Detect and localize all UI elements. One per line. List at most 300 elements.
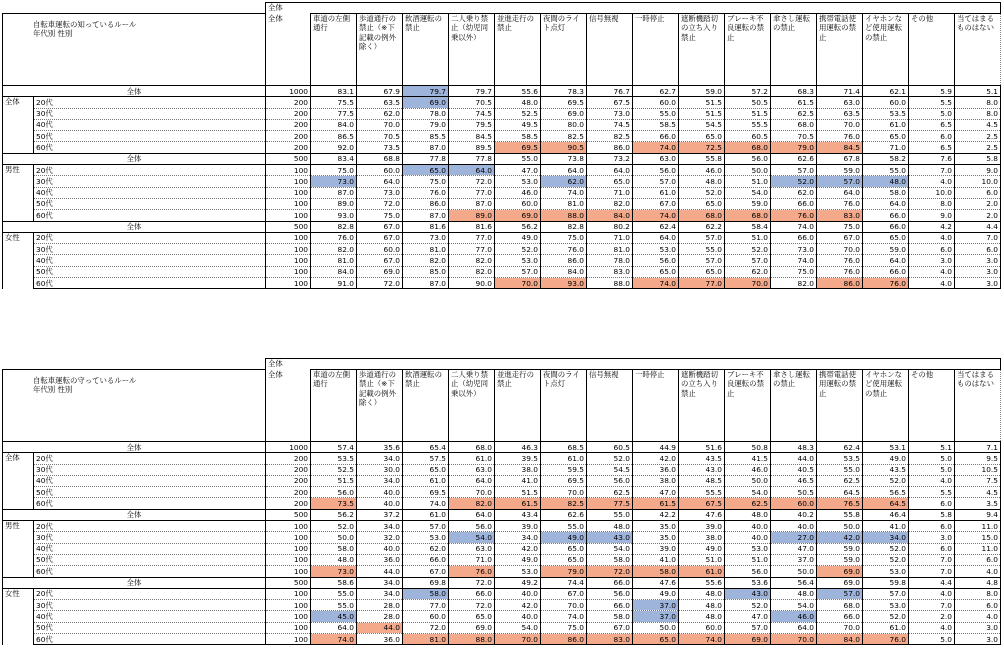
table-cell: 30.0	[357, 464, 403, 475]
table-cell: 6.0	[955, 187, 1001, 198]
table-cell: 62.0	[725, 266, 771, 277]
table-cell: 77.8	[449, 153, 495, 164]
table-cell: 91.0	[311, 278, 357, 289]
column-header: 夜間のライト点灯	[541, 14, 587, 86]
table-cell: 57.0	[725, 255, 771, 266]
table-cell: 60.0	[357, 165, 403, 176]
table-cell: 34.0	[863, 532, 909, 543]
table-cell: 52.5	[495, 108, 541, 119]
column-header: 車道の左側通行	[311, 14, 357, 86]
table-cell: 85.5	[403, 131, 449, 142]
table-cell: 65.0	[541, 543, 587, 554]
table-cell: 64.5	[863, 498, 909, 509]
group-label: 女性	[3, 588, 34, 644]
table-cell: 500	[266, 577, 311, 588]
table-cell: 50.0	[725, 165, 771, 176]
table-cell: 72.0	[449, 600, 495, 611]
table-cell: 47.6	[679, 509, 725, 520]
table-row	[3, 266, 1001, 277]
table-cell: 57.0	[863, 588, 909, 599]
row-label: 30代	[34, 244, 266, 255]
table-cell: 49.0	[633, 588, 679, 599]
table-cell: 3.0	[955, 622, 1001, 633]
table-cell: 69.8	[403, 577, 449, 588]
table-cell: 4.0	[909, 176, 955, 187]
table-cell: 65.0	[449, 611, 495, 622]
table-cell: 73.5	[311, 498, 357, 509]
table-cell: 62.4	[633, 221, 679, 232]
table-cell: 53.0	[633, 244, 679, 255]
table-cell: 55.0	[863, 165, 909, 176]
table-cell: 72.0	[357, 278, 403, 289]
table-cell: 55.8	[679, 153, 725, 164]
table-cell: 66.0	[633, 131, 679, 142]
table-cell: 55.6	[679, 577, 725, 588]
row-label: 40代	[34, 255, 266, 266]
table-cell: 65.0	[587, 176, 633, 187]
table-cell: 70.0	[495, 634, 541, 645]
table-cell: 73.0	[311, 176, 357, 187]
table-cell: 8.0	[955, 588, 1001, 599]
table-cell: 55.0	[311, 588, 357, 599]
table-cell: 78.0	[587, 255, 633, 266]
table-cell: 52.0	[725, 244, 771, 255]
row-label: 40代	[34, 543, 266, 554]
table-cell: 65.4	[403, 442, 449, 453]
table-cell: 2.0	[909, 611, 955, 622]
table-cell: 53.0	[863, 600, 909, 611]
table-title: 自転車運転の守っているルール	[33, 376, 137, 385]
table-cell: 66.0	[587, 577, 633, 588]
group-total-row	[3, 153, 1001, 164]
table-cell: 68.0	[679, 210, 725, 221]
column-header: 飲酒運転の禁止	[403, 14, 449, 86]
table-cell: 45.0	[311, 611, 357, 622]
table-cell: 49.0	[495, 554, 541, 565]
table-cell: 61.0	[541, 453, 587, 464]
row-label: 20代	[34, 165, 266, 176]
row-label: 40代	[34, 119, 266, 130]
table-cell: 53.0	[403, 532, 449, 543]
table-cell: 74.0	[771, 255, 817, 266]
table-cell: 55.5	[679, 487, 725, 498]
table-cell: 58.0	[587, 554, 633, 565]
table-cell: 3.0	[955, 255, 1001, 266]
table-cell: 44.0	[357, 622, 403, 633]
table-cell: 56.0	[311, 487, 357, 498]
table-cell: 3.0	[955, 278, 1001, 289]
table-cell: 75.0	[403, 176, 449, 187]
table-cell: 200	[266, 131, 311, 142]
row-label: 30代	[34, 532, 266, 543]
table-cell: 5.8	[955, 153, 1001, 164]
table-cell: 52.0	[863, 475, 909, 486]
table-cell: 74.0	[633, 142, 679, 153]
table-cell: 69.0	[403, 97, 449, 108]
group-total-row	[3, 221, 1001, 232]
table-cell: 86.0	[403, 198, 449, 209]
table-cell: 51.5	[679, 97, 725, 108]
table-cell: 6.0	[909, 543, 955, 554]
table-cell: 69.0	[357, 266, 403, 277]
table-cell: 90.0	[449, 278, 495, 289]
table-cell: 40.0	[495, 588, 541, 599]
header-spacer	[3, 359, 266, 370]
table-cell: 6.0	[909, 131, 955, 142]
table-cell: 74.0	[633, 210, 679, 221]
table-cell: 86.0	[541, 255, 587, 266]
table-cell: 6.0	[909, 498, 955, 509]
table-cell: 41.0	[633, 554, 679, 565]
table-cell: 10.0	[955, 176, 1001, 187]
table-cell: 100	[266, 244, 311, 255]
table-cell: 70.0	[357, 119, 403, 130]
table-cell: 48.0	[311, 554, 357, 565]
table-cell: 100	[266, 600, 311, 611]
table-known-rules	[2, 2, 1001, 289]
table-cell: 10.0	[909, 187, 955, 198]
table-cell: 51.0	[679, 554, 725, 565]
table-cell: 34.0	[357, 588, 403, 599]
table-cell: 71.0	[449, 554, 495, 565]
table-cell: 5.1	[909, 442, 955, 453]
table-cell: 61.0	[863, 622, 909, 633]
table-cell: 67.5	[679, 498, 725, 509]
table-cell: 67.9	[357, 86, 403, 97]
table-cell: 200	[266, 475, 311, 486]
group-total-row	[3, 577, 1001, 588]
table-cell: 100	[266, 634, 311, 645]
table-cell: 67.0	[587, 622, 633, 633]
table-cell: 65.0	[541, 554, 587, 565]
table-cell: 100	[266, 588, 311, 599]
table-cell: 60.0	[633, 97, 679, 108]
row-label: 50代	[34, 554, 266, 565]
table-cell: 77.0	[449, 232, 495, 243]
table-cell: 9.4	[955, 509, 1001, 520]
table-cell: 90.5	[541, 142, 587, 153]
table-cell: 34.0	[357, 453, 403, 464]
table-cell: 35.6	[357, 442, 403, 453]
table-cell: 86.5	[311, 131, 357, 142]
table-cell: 67.0	[541, 588, 587, 599]
table-cell: 83.0	[587, 634, 633, 645]
table-cell: 100	[266, 622, 311, 633]
table-cell: 88.0	[541, 210, 587, 221]
table-cell: 70.0	[449, 487, 495, 498]
table-cell: 48.0	[587, 521, 633, 532]
table-cell: 82.0	[771, 278, 817, 289]
table-cell: 57.4	[311, 442, 357, 453]
table-cell: 83.1	[311, 86, 357, 97]
table-cell: 74.0	[541, 187, 587, 198]
table-cell: 54.0	[725, 487, 771, 498]
table-cell: 69.0	[817, 566, 863, 577]
table-cell: 68.0	[771, 119, 817, 130]
table-row	[3, 532, 1001, 543]
table-cell: 63.5	[817, 108, 863, 119]
table-cell: 53.5	[863, 108, 909, 119]
table-cell: 47.0	[771, 543, 817, 554]
column-header: イヤホンなど使用運転の禁止	[863, 14, 909, 86]
table-cell: 74.5	[587, 119, 633, 130]
table-cell: 63.0	[449, 543, 495, 554]
table-cell: 74.0	[771, 221, 817, 232]
table-cell: 5.0	[909, 634, 955, 645]
table-cell: 84.0	[311, 119, 357, 130]
table-cell: 88.0	[449, 634, 495, 645]
table-cell: 57.2	[725, 86, 771, 97]
table-cell: 62.7	[633, 86, 679, 97]
table-cell: 32.0	[357, 532, 403, 543]
table-cell: 67.8	[817, 153, 863, 164]
table-row	[3, 566, 1001, 577]
table-cell: 37.2	[357, 509, 403, 520]
table-row	[3, 554, 1001, 565]
table-cell: 4.0	[909, 232, 955, 243]
table-cell: 37.0	[633, 611, 679, 622]
table-cell: 54.5	[679, 119, 725, 130]
table-cell: 52.5	[311, 464, 357, 475]
table-cell: 10.5	[955, 464, 1001, 475]
table-cell: 41.5	[725, 453, 771, 464]
table-cell: 70.0	[541, 600, 587, 611]
table-cell: 46.5	[771, 475, 817, 486]
table-cell: 100	[266, 187, 311, 198]
table-cell: 74.0	[403, 498, 449, 509]
table-cell: 81.0	[403, 244, 449, 255]
table-cell: 9.0	[955, 165, 1001, 176]
table-cell: 64.0	[633, 232, 679, 243]
table-cell: 36.0	[357, 554, 403, 565]
table-cell: 500	[266, 221, 311, 232]
row-label: 30代	[34, 176, 266, 187]
table-cell: 49.0	[679, 543, 725, 554]
table-cell: 80.0	[541, 119, 587, 130]
table-cell: 70.5	[449, 97, 495, 108]
table-cell: 83.0	[817, 210, 863, 221]
table-cell: 76.0	[817, 255, 863, 266]
table-cell: 7.5	[955, 475, 1001, 486]
table-cell: 59.0	[863, 244, 909, 255]
table-cell: 1000	[266, 442, 311, 453]
table-cell: 51.5	[725, 108, 771, 119]
table-cell: 58.0	[587, 611, 633, 622]
table-cell: 53.0	[725, 543, 771, 554]
table-cell: 76.7	[587, 86, 633, 97]
header-top-label: 全体	[266, 359, 1001, 370]
table-cell: 4.0	[909, 475, 955, 486]
row-label: 50代	[34, 487, 266, 498]
table-cell: 77.0	[679, 278, 725, 289]
table-cell: 41.0	[863, 521, 909, 532]
table-cell: 66.0	[587, 600, 633, 611]
row-label: 60代	[34, 278, 266, 289]
table-row	[3, 521, 1001, 532]
table-cell: 43.4	[495, 509, 541, 520]
table-cell: 63.0	[449, 464, 495, 475]
table-cell: 60.0	[679, 622, 725, 633]
table-cell: 72.0	[449, 577, 495, 588]
table-cell: 70.0	[771, 634, 817, 645]
row-label: 30代	[34, 464, 266, 475]
table-cell: 66.0	[403, 554, 449, 565]
table-cell: 62.0	[403, 543, 449, 554]
table-cell: 53.0	[495, 566, 541, 577]
table-cell: 58.0	[633, 566, 679, 577]
table-cell: 59.0	[679, 86, 725, 97]
column-header: 並進走行の禁止	[495, 370, 541, 442]
table-cell: 58.5	[495, 131, 541, 142]
table-cell: 65.0	[633, 634, 679, 645]
table-cell: 51.0	[725, 554, 771, 565]
table-cell: 84.0	[541, 266, 587, 277]
table-cell: 53.0	[495, 176, 541, 187]
table-cell: 52.0	[725, 600, 771, 611]
table-cell: 42.0	[633, 453, 679, 464]
table-cell: 73.8	[541, 153, 587, 164]
table-cell: 6.0	[909, 244, 955, 255]
table-cell: 4.0	[909, 278, 955, 289]
table-cell: 39.0	[679, 521, 725, 532]
column-header: 信号無視	[587, 370, 633, 442]
table-cell: 65.0	[679, 198, 725, 209]
table-cell: 64.0	[817, 187, 863, 198]
table-cell: 73.0	[403, 232, 449, 243]
table-cell: 57.0	[817, 588, 863, 599]
table-cell: 62.1	[863, 86, 909, 97]
group-total-row	[3, 86, 1001, 97]
table-cell: 76.0	[863, 278, 909, 289]
row-label: 30代	[34, 108, 266, 119]
table-cell: 50.0	[725, 475, 771, 486]
table-cell: 51.0	[725, 176, 771, 187]
table-cell: 3.0	[909, 532, 955, 543]
table-cell: 49.2	[495, 577, 541, 588]
table-cell: 56.5	[863, 487, 909, 498]
table-row	[3, 498, 1001, 509]
group-label: 男性	[3, 165, 34, 221]
table-subtitle: 年代別 性別	[33, 29, 73, 39]
table-cell: 65.0	[403, 464, 449, 475]
table-cell: 86.0	[587, 142, 633, 153]
table-cell: 59.8	[863, 577, 909, 588]
table-cell: 70.0	[817, 622, 863, 633]
table-cell: 53.0	[863, 566, 909, 577]
table-cell: 93.0	[541, 278, 587, 289]
table-cell: 4.8	[955, 577, 1001, 588]
table-cell: 84.5	[817, 142, 863, 153]
table-cell: 4.4	[909, 577, 955, 588]
row-label: 40代	[34, 611, 266, 622]
table-cell: 69.0	[449, 622, 495, 633]
table-row	[3, 543, 1001, 554]
table-cell: 100	[266, 198, 311, 209]
total-label: 全体	[3, 221, 266, 232]
table-cell: 82.8	[541, 221, 587, 232]
table-cell: 200	[266, 97, 311, 108]
column-header: 全体	[266, 14, 311, 86]
table-cell: 8.0	[955, 97, 1001, 108]
column-header: 当てはまるものはない	[955, 370, 1001, 442]
table-cell: 44.9	[633, 442, 679, 453]
table-cell: 54.0	[587, 543, 633, 554]
table-cell: 55.0	[311, 600, 357, 611]
table-cell: 65.0	[863, 232, 909, 243]
table-cell: 51.5	[495, 487, 541, 498]
table-row	[3, 464, 1001, 475]
table-subtitle: 年代別 性別	[33, 385, 73, 395]
table-cell: 34.0	[357, 475, 403, 486]
table-row	[3, 97, 1001, 108]
table-cell: 57.0	[633, 176, 679, 187]
table-cell: 100	[266, 176, 311, 187]
table-cell: 75.0	[817, 221, 863, 232]
table-cell: 66.0	[771, 198, 817, 209]
table-cell: 2.5	[955, 142, 1001, 153]
table-row	[3, 176, 1001, 187]
table-cell: 69.0	[817, 577, 863, 588]
table-cell: 80.2	[587, 221, 633, 232]
table-row	[3, 588, 1001, 599]
table-cell: 55.6	[495, 86, 541, 97]
table-cell: 4.2	[909, 221, 955, 232]
table-cell: 34.0	[357, 521, 403, 532]
table-cell: 56.0	[725, 153, 771, 164]
table-cell: 3.0	[909, 255, 955, 266]
table-cell: 67.5	[587, 97, 633, 108]
table-cell: 9.0	[909, 210, 955, 221]
table-cell: 85.0	[403, 266, 449, 277]
table-cell: 62.0	[357, 108, 403, 119]
table-cell: 15.0	[955, 532, 1001, 543]
table-cell: 51.5	[679, 108, 725, 119]
table-cell: 500	[266, 153, 311, 164]
table-cell: 84.0	[817, 634, 863, 645]
table-cell: 48.0	[725, 509, 771, 520]
row-label: 50代	[34, 266, 266, 277]
table-cell: 47.6	[633, 577, 679, 588]
table-cell: 40.2	[771, 509, 817, 520]
table-cell: 74.5	[449, 108, 495, 119]
column-header: 信号無視	[587, 14, 633, 86]
table-cell: 61.0	[863, 119, 909, 130]
table-cell: 200	[266, 119, 311, 130]
table-cell: 46.0	[679, 165, 725, 176]
column-header: 二人乗り禁止（幼児同乗以外）	[449, 370, 495, 442]
table-cell: 6.0	[955, 244, 1001, 255]
table-cell: 61.0	[633, 187, 679, 198]
table-cell: 68.0	[725, 142, 771, 153]
table-cell: 35.0	[633, 521, 679, 532]
table-cell: 62.5	[725, 498, 771, 509]
table-cell: 56.0	[449, 521, 495, 532]
row-label: 20代	[34, 232, 266, 243]
table-cell: 71.0	[587, 232, 633, 243]
table-cell: 49.0	[541, 532, 587, 543]
table-followed-rules-wrapper	[2, 358, 1001, 645]
column-header: 遮断機踏切の立ち入り禁止	[679, 14, 725, 86]
column-header: 飲酒運転の禁止	[403, 370, 449, 442]
table-cell: 41.0	[495, 475, 541, 486]
table-cell: 53.5	[311, 453, 357, 464]
table-cell: 67.0	[633, 198, 679, 209]
table-cell: 50.0	[771, 566, 817, 577]
table-cell: 79.0	[771, 142, 817, 153]
table-cell: 4.0	[955, 611, 1001, 622]
table-cell: 60.0	[403, 611, 449, 622]
table-cell: 36.0	[357, 634, 403, 645]
